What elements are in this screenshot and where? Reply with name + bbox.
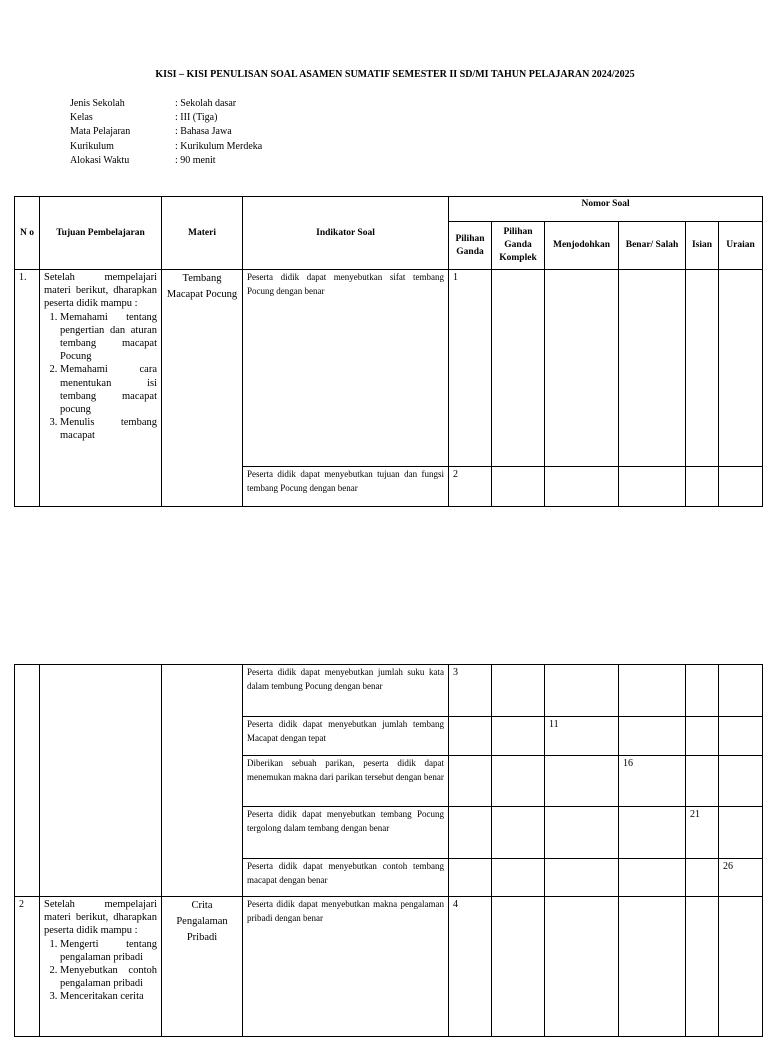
menjodohkan-cell: 11: [545, 717, 619, 756]
isian-cell: [686, 665, 719, 717]
tujuan-list: [44, 938, 157, 1004]
header-menjodohkan: Menjodohkan: [545, 222, 619, 270]
uraian-cell: [719, 807, 763, 859]
table-row: [15, 665, 763, 717]
isian-cell: 21: [686, 807, 719, 859]
school-info: [70, 97, 262, 168]
header-pilihan-ganda-komplek: Pilihan Ganda Komplek: [492, 222, 545, 270]
pg-cell: [449, 807, 492, 859]
indikator-cell: Peserta didik dapat menyebutkan tujuan dan fungsi tembang Pocung dengan benar: [243, 467, 449, 507]
benar-salah-cell: [619, 467, 686, 507]
tujuan-cell: [40, 270, 162, 507]
pgk-cell: [492, 270, 545, 467]
uraian-cell: 26: [719, 859, 763, 897]
pg-cell: 1: [449, 270, 492, 467]
header-tujuan: Tujuan Pembelajaran: [40, 197, 162, 270]
indikator-cell: Peserta didik dapat menyebutkan jumlah suku kata dalam tembung Pocung dengan benar: [243, 665, 449, 717]
pgk-cell: [492, 467, 545, 507]
uraian-cell: [719, 897, 763, 1037]
tujuan-list: [44, 311, 157, 443]
indikator-cell: Peserta didik dapat menyebutkan tembang Pocung tergolong dalam tembang dengan benar: [243, 807, 449, 859]
uraian-cell: [719, 665, 763, 717]
indikator-cell: Peserta didik dapat menyebutkan makna pengalaman pribadi dengan benar: [243, 897, 449, 1037]
header-indikator: Indikator Soal: [243, 197, 449, 270]
header-nomor-soal: Nomor Soal: [449, 197, 763, 222]
benar-salah-cell: [619, 717, 686, 756]
pgk-cell: [492, 859, 545, 897]
row-number: 1.: [15, 270, 40, 507]
tujuan-cell: [40, 897, 162, 1037]
info-value: : Sekolah dasar: [175, 98, 237, 109]
header-uraian: Uraian: [719, 222, 763, 270]
pg-cell: 3: [449, 665, 492, 717]
benar-salah-cell: [619, 665, 686, 717]
menjodohkan-cell: [545, 467, 619, 507]
isian-cell: [686, 859, 719, 897]
benar-salah-cell: [619, 859, 686, 897]
list-item: 3. Menceritakan cerita: [60, 990, 157, 1003]
indikator-cell: Diberikan sebuah parikan, peserta didik dapat menemukan makna dari parikan tersebut dengan benar: [243, 756, 449, 807]
info-label: Alokasi Waktu: [70, 154, 130, 166]
kisi-table-page-1: [14, 196, 763, 507]
header-pilihan-ganda: Pilihan Ganda: [449, 222, 492, 270]
tujuan-cell: [40, 665, 162, 897]
benar-salah-cell: [619, 897, 686, 1037]
row-number: 2: [15, 897, 40, 1037]
isian-cell: [686, 270, 719, 467]
list-item: 3. Menulis tembang macapat: [60, 416, 157, 442]
uraian-cell: [719, 467, 763, 507]
isian-cell: [686, 897, 719, 1037]
benar-salah-cell: 16: [619, 756, 686, 807]
header-benar-salah: Benar/ Salah: [619, 222, 686, 270]
tujuan-intro: Setelah mempelajari materi berikut, dharapkan peserta didik mampu :: [44, 899, 157, 937]
kisi-table-page-2: [14, 664, 763, 1037]
uraian-cell: [719, 756, 763, 807]
list-item: 1. Mengerti tentang pengalaman pribadi: [60, 938, 157, 964]
pgk-cell: [492, 665, 545, 717]
uraian-cell: [719, 717, 763, 756]
menjodohkan-cell: [545, 807, 619, 859]
materi-cell: Tembang Macapat Pocung: [162, 270, 243, 507]
info-row: [70, 125, 262, 139]
materi-cell: Crita Pengalaman Pribadi: [162, 897, 243, 1037]
list-item: 2. Memahami cara menentukan isi tembang macapat pocung: [60, 363, 157, 416]
row-number: [15, 665, 40, 897]
uraian-cell: [719, 270, 763, 467]
menjodohkan-cell: [545, 665, 619, 717]
isian-cell: [686, 756, 719, 807]
info-row: [70, 111, 262, 125]
menjodohkan-cell: [545, 897, 619, 1037]
tujuan-intro: Setelah mempelajari materi berikut, dharapkan peserta didik mampu :: [44, 272, 157, 310]
pg-cell: [449, 859, 492, 897]
menjodohkan-cell: [545, 859, 619, 897]
indikator-cell: Peserta didik dapat menyebutkan sifat tembang Pocung dengan benar: [243, 270, 449, 467]
info-value: : III (Tiga): [175, 112, 218, 124]
indikator-cell: Peserta didik dapat menyebutkan contoh tembang macapat dengan benar: [243, 859, 449, 897]
pgk-cell: [492, 717, 545, 756]
isian-cell: [686, 467, 719, 507]
pg-cell: [449, 756, 492, 807]
document-title: KISI – KISI PENULISAN SOAL ASAMEN SUMATIF SEMESTER II SD/MI TAHUN PELAJARAN 2024/2025: [155, 69, 635, 80]
benar-salah-cell: [619, 807, 686, 859]
header-isian: Isian: [686, 222, 719, 270]
isian-cell: [686, 717, 719, 756]
header-materi: Materi: [162, 197, 243, 270]
list-item: 1. Memahami tentang pengertian dan aturan tembang macapat Pocung: [60, 311, 157, 364]
pg-cell: 2: [449, 467, 492, 507]
info-row: [70, 97, 262, 111]
info-value: : 90 menit: [175, 154, 216, 166]
pg-cell: [449, 717, 492, 756]
table-row: [15, 270, 763, 467]
info-row: [70, 154, 262, 168]
menjodohkan-cell: [545, 270, 619, 467]
pg-cell: 4: [449, 897, 492, 1037]
table-row: [15, 897, 763, 1037]
info-label: Jenis Sekolah: [70, 98, 125, 109]
pgk-cell: [492, 807, 545, 859]
info-label: Kurikulum: [70, 140, 114, 152]
header-no: N o: [15, 197, 40, 270]
indikator-cell: Peserta didik dapat menyebutkan jumlah tembang Macapat dengan tepat: [243, 717, 449, 756]
info-row: [70, 140, 262, 154]
menjodohkan-cell: [545, 756, 619, 807]
pgk-cell: [492, 897, 545, 1037]
benar-salah-cell: [619, 270, 686, 467]
info-label: Mata Pelajaran: [70, 126, 131, 138]
info-value: : Bahasa Jawa: [175, 126, 232, 138]
info-value: : Kurikulum Merdeka: [175, 140, 263, 152]
list-item: 2. Menyebutkan contoh pengalaman pribadi: [60, 964, 157, 990]
pgk-cell: [492, 756, 545, 807]
info-label: Kelas: [70, 112, 93, 124]
materi-cell: [162, 665, 243, 897]
